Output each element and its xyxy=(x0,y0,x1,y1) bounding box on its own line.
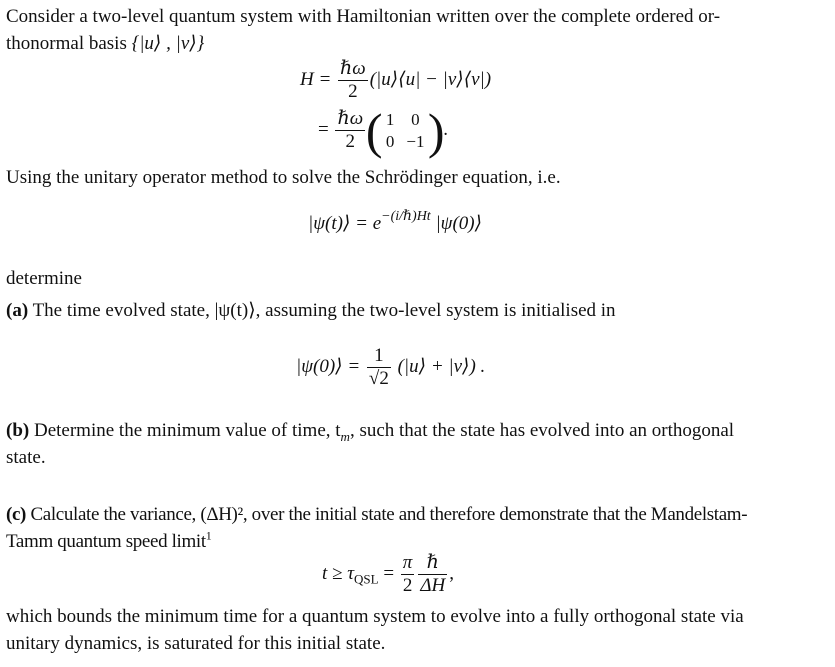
part-b-text-rest: , such that the state has evolved into an orthogonal xyxy=(349,420,735,441)
hamiltonian-eq-2 xyxy=(318,102,448,159)
matrix-cell: 0 xyxy=(411,109,420,129)
part-c-paragraph xyxy=(6,501,828,555)
frac-numerator: π xyxy=(402,552,413,573)
conclusion-paragraph xyxy=(6,603,828,657)
qsl-lhs: t ≥ τ xyxy=(322,562,355,584)
projector-expression: (|u⟩⟨u| − |v⟩⟨v|) xyxy=(369,68,492,90)
pi-over-2 xyxy=(401,552,415,597)
part-a-paragraph xyxy=(6,297,828,324)
period: . xyxy=(443,118,448,140)
hamiltonian-eq-1 xyxy=(300,58,491,103)
conclusion-line-2: unitary dynamics, is saturated for this initial state. xyxy=(6,633,386,654)
frac-numerator-2: ℏω xyxy=(337,108,364,129)
hbar-omega-fraction xyxy=(338,58,368,103)
hbar-over-deltaH xyxy=(418,552,447,597)
initial-state-lhs: |ψ(0)⟩ = xyxy=(296,355,361,377)
frac-numerator: ℏ xyxy=(418,552,447,575)
hbar-omega-fraction-2 xyxy=(335,108,365,153)
qsl-equals: = xyxy=(383,562,395,584)
basis-set: {|u⟩ , |v⟩} xyxy=(131,33,205,54)
frac-numerator: ℏω xyxy=(340,58,366,79)
part-c-line-2: Tamm quantum speed limit xyxy=(6,531,206,552)
part-c-label: (c) xyxy=(6,504,27,525)
evolution-rhs: |ψ(0)⟩ xyxy=(435,213,483,234)
exponent: −(i/ℏ)Ht xyxy=(381,208,431,224)
frac-numerator: 1 xyxy=(367,345,391,368)
initial-state-rhs: (|u⟩ + |v⟩) . xyxy=(397,355,486,377)
equals-sign: = xyxy=(318,118,329,140)
part-b-line-2: state. xyxy=(6,447,46,468)
qsl-equation xyxy=(322,552,454,597)
qsl-subscript: QSL xyxy=(354,571,379,587)
pauli-z-matrix xyxy=(365,102,445,159)
part-b-text: Determine the minimum value of time, t xyxy=(33,420,341,441)
frac-denominator-2: 2 xyxy=(345,131,356,152)
intro-line-2: thonormal basis xyxy=(6,33,132,54)
matrix-cell: 1 xyxy=(385,109,395,129)
part-a-text: The time evolved state, |ψ(t)⟩, assuming the two-level system is initialised in xyxy=(32,300,616,321)
part-c-text: Calculate the variance, (ΔH)², over the initial state and therefore demonstrate that the Mandelstam- xyxy=(30,504,748,525)
frac-denominator: 2 xyxy=(348,81,358,102)
conclusion-line-1: which bounds the minimum time for a quantum system to evolve into a fully orthogonal state via xyxy=(6,606,744,627)
evolution-lhs: |ψ(t)⟩ = e xyxy=(308,213,382,234)
intro-paragraph xyxy=(6,3,828,57)
frac-denominator: √2 xyxy=(368,368,389,389)
evolution-equation xyxy=(308,210,482,237)
part-a-label: (a) xyxy=(6,300,29,321)
qsl-comma: , xyxy=(449,562,454,584)
hamiltonian-lhs: H = xyxy=(300,68,332,90)
left-paren: ( xyxy=(365,102,383,159)
part-b-label: (b) xyxy=(6,420,30,441)
frac-denominator: 2 xyxy=(402,575,413,596)
matrix-cell: −1 xyxy=(406,131,425,151)
frac-denominator: ΔH xyxy=(420,575,446,596)
method-paragraph: Using the unitary operator method to solve the Schrödinger equation, i.e. xyxy=(6,167,561,188)
determine-text: determine xyxy=(6,268,82,289)
part-b-paragraph xyxy=(6,417,828,471)
footnote-mark: 1 xyxy=(205,528,212,543)
intro-line-1: Consider a two-level quantum system with Hamiltonian written over the complete ordered or- xyxy=(6,6,721,27)
initial-state-eq xyxy=(296,345,485,390)
part-b-subscript: m xyxy=(340,428,350,444)
one-over-root2 xyxy=(367,345,391,390)
matrix-cell: 0 xyxy=(385,131,395,151)
right-paren: ) xyxy=(427,102,445,159)
